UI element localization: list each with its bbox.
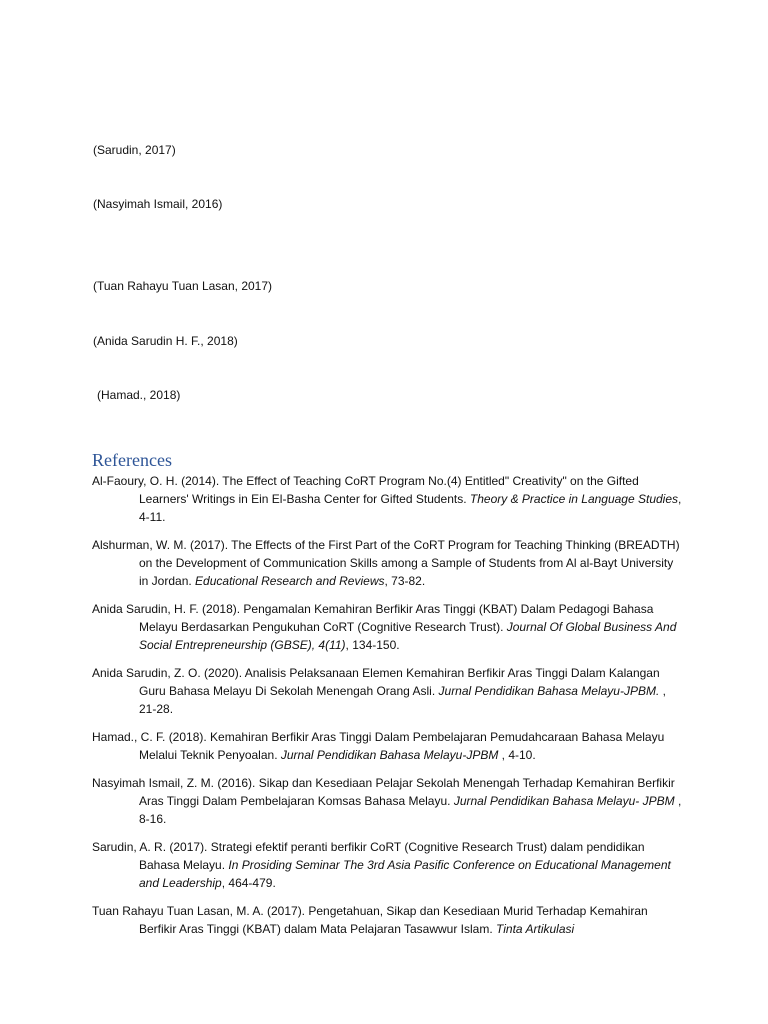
reference-entry <box>92 838 682 892</box>
reference-source: Theory & Practice in Language Studies <box>469 492 679 506</box>
reference-main-text: Sarudin, A. R. (2017). Strategi efektif peranti berfikir CoRT (Cognitive Research Trust) dalam pendidikan Bahasa Melayu. <box>92 840 645 872</box>
reference-source: Journal Of Global Business And Social Entrepreneurship (GBSE), 4(11) <box>139 620 677 652</box>
reference-source: Jurnal Pendidikan Bahasa Melayu-JPBM <box>280 748 502 762</box>
in-text-citation: (Hamad., 2018) <box>97 388 181 402</box>
reference-source: Jurnal Pendidikan Bahasa Melayu- JPBM <box>453 794 678 808</box>
reference-source: In Prosiding Seminar The 3rd Asia Pasific Conference on Educational Management and Leadership <box>139 858 671 890</box>
reference-entry <box>92 600 682 654</box>
reference-entry <box>92 472 682 526</box>
reference-entry <box>92 902 682 938</box>
references-heading: References <box>92 450 172 470</box>
reference-entry <box>92 728 682 764</box>
reference-pages: , 464-479. <box>221 876 276 890</box>
reference-main-text: Nasyimah Ismail, Z. M. (2016). Sikap dan Kesediaan Pelajar Sekolah Menengah Terhadap Kemahiran Berfikir Aras Tinggi Dalam Pembelajaran Komsas Bahasa Melayu. <box>92 776 675 808</box>
reference-entry <box>92 774 682 828</box>
references-list <box>92 472 682 948</box>
reference-pages: , 73-82. <box>384 574 426 588</box>
in-text-citation: (Nasyimah Ismail, 2016) <box>93 197 223 211</box>
in-text-citation: (Tuan Rahayu Tuan Lasan, 2017) <box>93 279 273 293</box>
reference-entry <box>92 536 682 590</box>
reference-main-text: Anida Sarudin, Z. O. (2020). Analisis Pelaksanaan Elemen Kemahiran Berfikir Aras Tinggi Dalam Kalangan Guru Bahasa Melayu Di Sekolah Menengah Orang Asli. <box>92 666 660 698</box>
reference-pages: , 4-10. <box>501 748 536 762</box>
reference-main-text: Hamad., C. F. (2018). Kemahiran Berfikir Aras Tinggi Dalam Pembelajaran Pemudahcaraan Bahasa Melayu Melalui Teknik Penyoalan. <box>92 730 665 762</box>
reference-main-text: Al-Faoury, O. H. (2014). The Effect of Teaching CoRT Program No.(4) Entitled" Creativity" on the Gifted Learners' Writings in Ein El-Basha Center for Gifted Students. <box>92 474 639 506</box>
in-text-citation: (Sarudin, 2017) <box>93 143 176 157</box>
reference-source: Educational Research and Reviews <box>195 574 385 588</box>
reference-entry <box>92 664 682 718</box>
reference-main-text: Anida Sarudin, H. F. (2018). Pengamalan Kemahiran Berfikir Aras Tinggi (KBAT) Dalam Pedagogi Bahasa Melayu Berdasarkan Pengukuhan CoRT (Cognitive Research Trust). <box>92 602 654 634</box>
in-text-citation: (Anida Sarudin H. F., 2018) <box>93 334 238 348</box>
reference-pages: , 21-28. <box>139 684 666 716</box>
reference-source: Tinta Artikulasi <box>496 922 575 936</box>
reference-main-text: Tuan Rahayu Tuan Lasan, M. A. (2017). Pengetahuan, Sikap dan Kesediaan Murid Terhadap Kemahiran Berfikir Aras Tinggi (KBAT) dalam Mata Pelajaran Tasawwur Islam. <box>92 904 648 936</box>
reference-pages: , 134-150. <box>345 638 400 652</box>
reference-source: Jurnal Pendidikan Bahasa Melayu-JPBM. <box>438 684 663 698</box>
reference-pages: , 8-16. <box>139 794 682 826</box>
reference-pages: , 4-11. <box>139 492 682 524</box>
reference-main-text: Alshurman, W. M. (2017). The Effects of the First Part of the CoRT Program for Teaching Thinking (BREADTH) on the Development of Communication Skills among a Sample of Students from Al al-Bayt University in Jordan. <box>92 538 680 588</box>
